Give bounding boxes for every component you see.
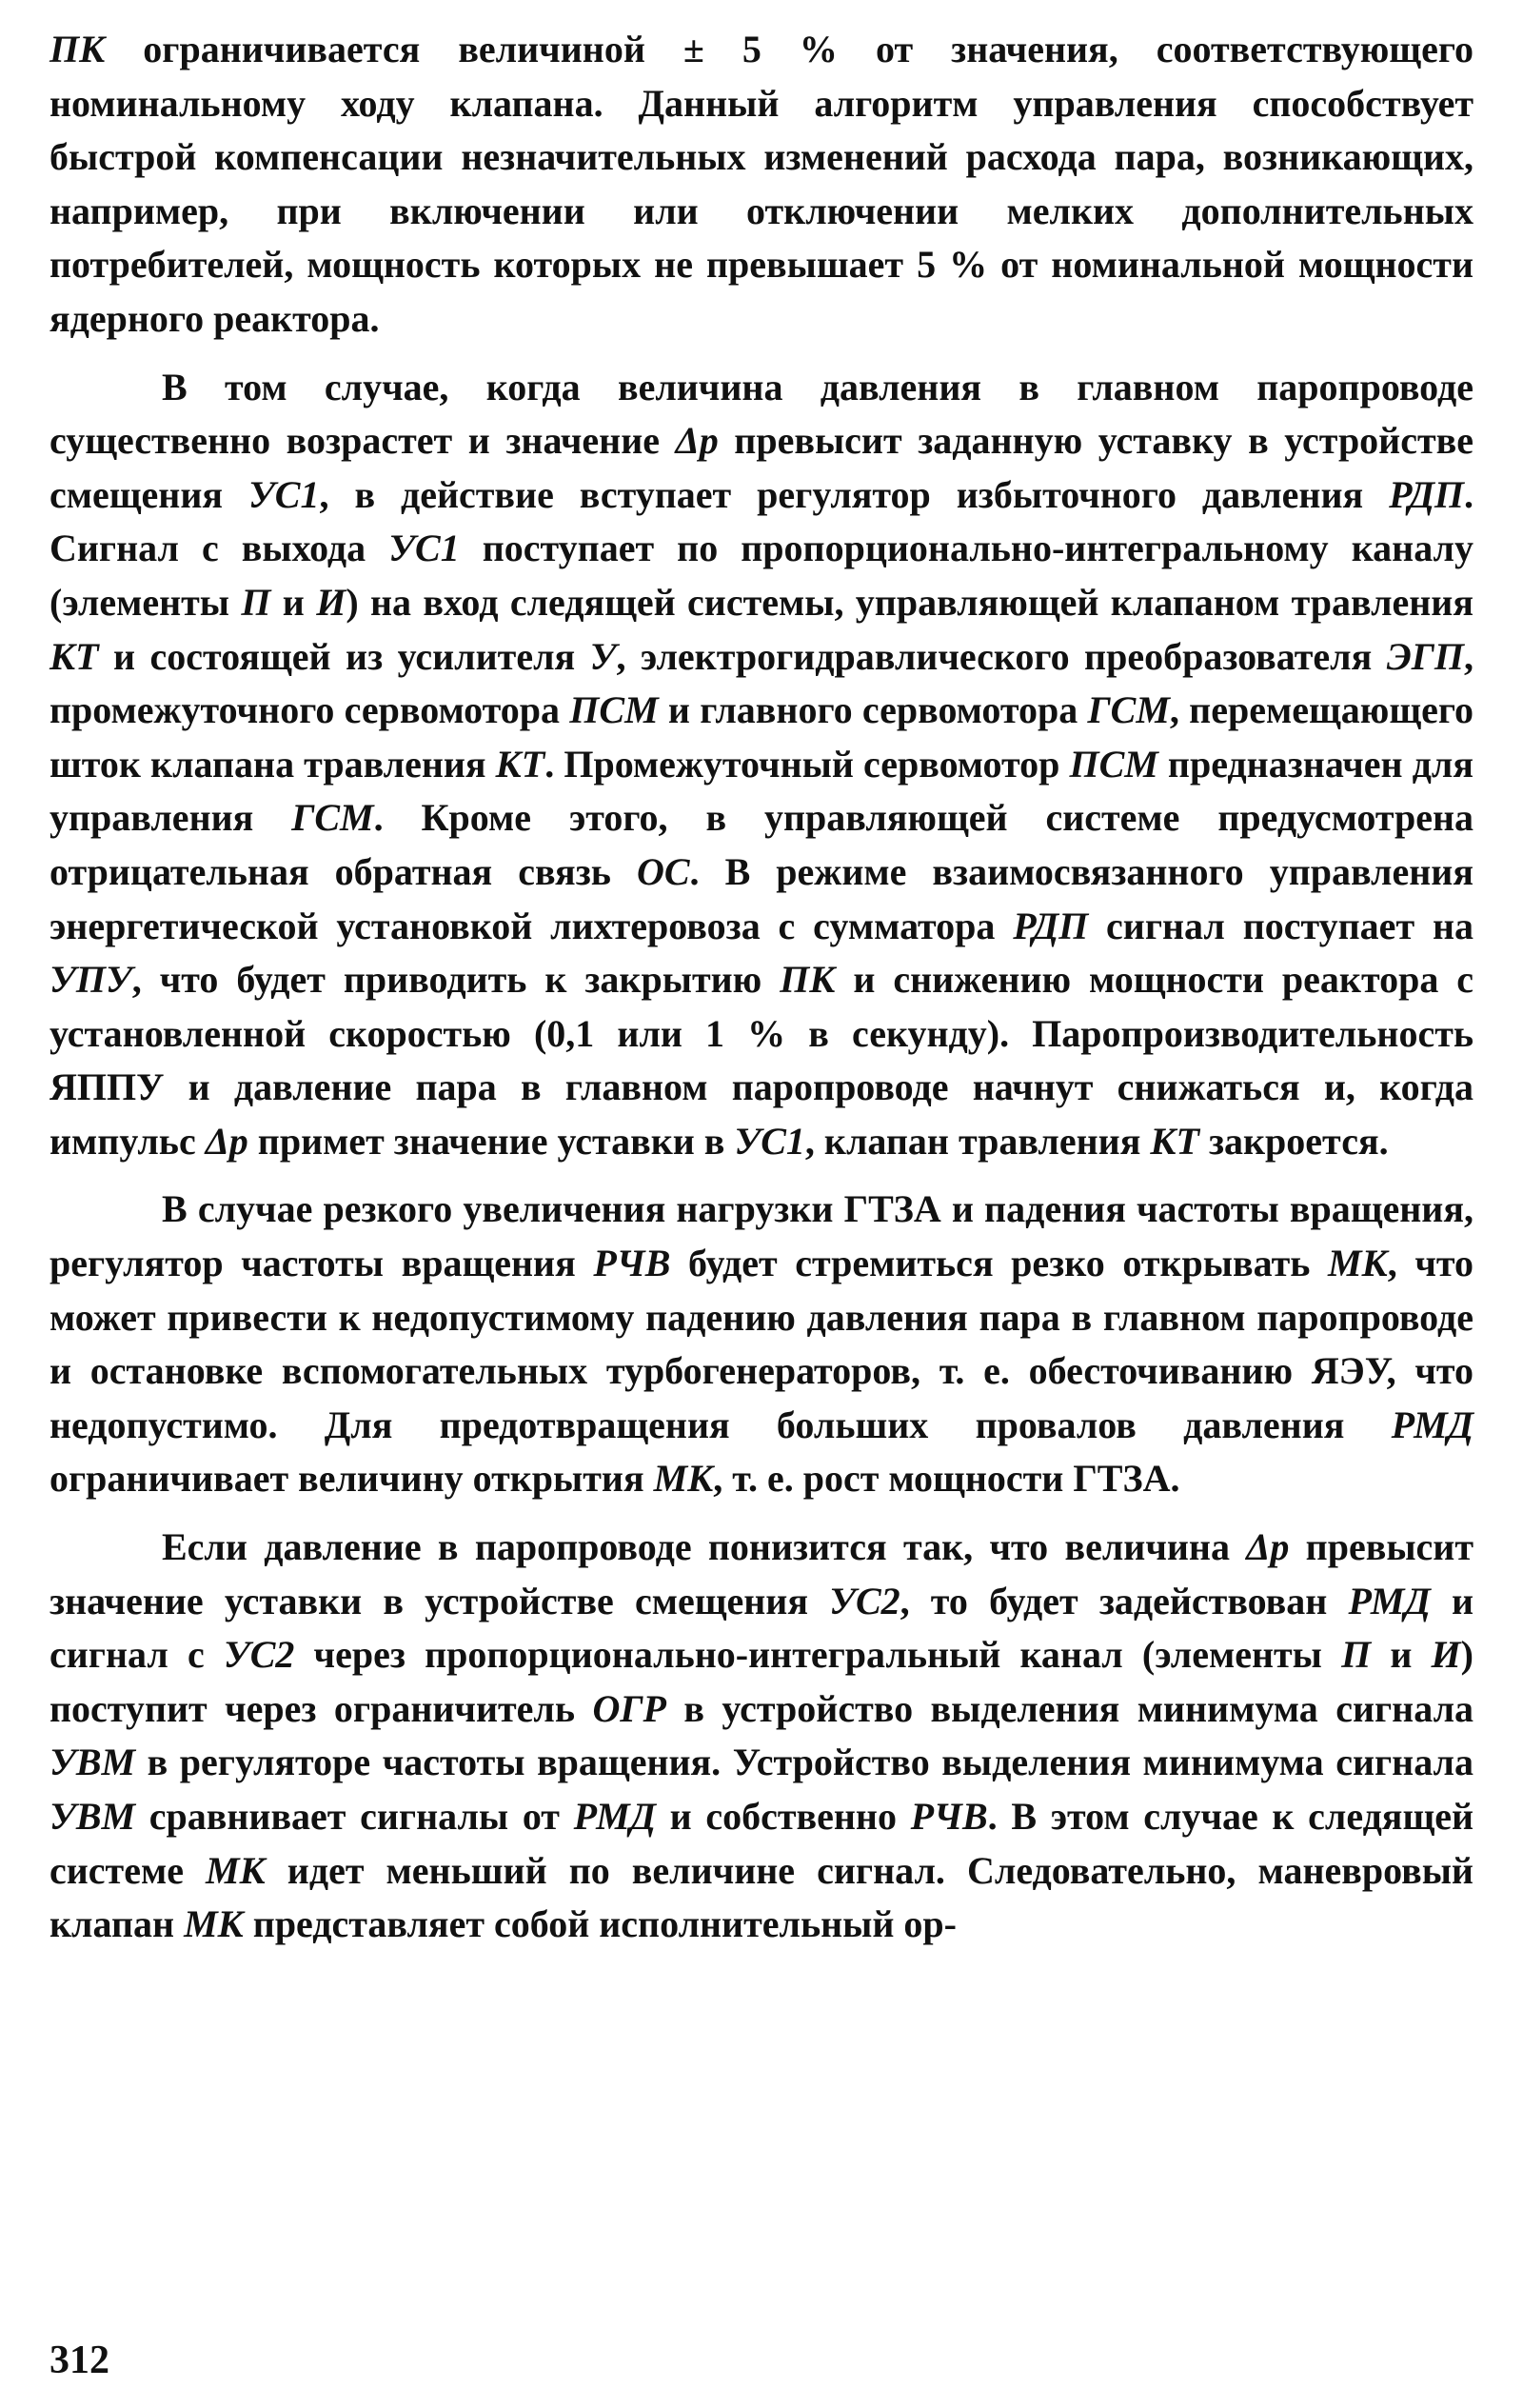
text-run: В том случае, когда величина давления в главном паропроводе существенно возрастет и значение <box>49 365 1474 463</box>
italic-term: МК <box>206 1848 266 1892</box>
italic-term: ОС <box>636 849 690 893</box>
italic-term: У <box>589 634 617 678</box>
text-run: В случае резкого увеличения нагрузки ГТЗА и падения частоты вращения, регулятор частоты вращения <box>49 1187 1474 1285</box>
italic-term: РМД <box>1391 1403 1474 1446</box>
italic-term: УС2 <box>829 1579 900 1622</box>
italic-term: ПСМ <box>569 688 659 732</box>
body-text <box>49 23 1474 1952</box>
text-run: сигнал поступает на <box>1088 904 1474 947</box>
text-run: представляет собой исполнительный ор- <box>243 1902 957 1946</box>
book-page <box>49 23 1474 2384</box>
italic-term: РДП <box>1013 904 1089 947</box>
text-run: ) поступит через ограничитель <box>49 1633 1474 1730</box>
italic-term: ЭГП <box>1386 634 1464 678</box>
text-run: превысит заданную уставку в устройстве смещения <box>49 419 1474 516</box>
italic-term: Δр <box>1246 1525 1290 1569</box>
text-run: , перемещающего шток клапана травления <box>49 688 1474 786</box>
text-run: . Сигнал с выхода <box>49 472 1474 570</box>
text-run: предназначен для управления <box>49 742 1474 840</box>
text-run: сравнивает сигналы от <box>135 1795 574 1838</box>
italic-term: УПУ <box>49 958 132 1002</box>
italic-term: УС1 <box>388 527 460 570</box>
text-run: . Промежуточный сервомотор <box>544 742 1070 786</box>
italic-term: П <box>241 580 271 624</box>
paragraph <box>49 361 1474 1169</box>
italic-term: КТ <box>495 742 545 786</box>
paragraph <box>49 23 1474 347</box>
italic-term: УС2 <box>223 1633 295 1677</box>
italic-term: УС1 <box>247 472 320 516</box>
text-run: , электрогидравлического преобразователя <box>616 634 1387 678</box>
italic-term: Δр <box>205 1119 248 1163</box>
text-run: и <box>270 580 317 624</box>
italic-term: П <box>1341 1633 1372 1677</box>
italic-term: УС1 <box>734 1119 805 1163</box>
text-run: превысит значение уставки в устройстве смещения <box>49 1525 1474 1622</box>
text-run: , промежуточного сервомотора <box>49 634 1474 732</box>
italic-term: УВМ <box>49 1795 136 1838</box>
text-run: . В этом случае к следящей системе <box>49 1795 1474 1892</box>
italic-term: КТ <box>1150 1119 1199 1163</box>
text-run: и собственно <box>655 1795 911 1838</box>
text-run: , т. е. рост мощности ГТЗА. <box>713 1457 1180 1501</box>
text-run: закроется. <box>1198 1119 1389 1163</box>
italic-term: КТ <box>49 634 99 678</box>
text-run: . Кроме этого, в управляющей системе предусмотрена отрицательная обратная связь <box>49 796 1474 893</box>
text-run: будет стремиться резко открывать <box>670 1242 1329 1285</box>
text-run: , что может привести к недопустимому падению давления пара в главном паропроводе и остановке вспомогательных турбогенераторов, т. е. обесточиванию ЯЭУ, что недопустимо. Для предотвращения больших провалов давления <box>49 1242 1474 1446</box>
text-run: примет значение уставки в <box>247 1119 735 1163</box>
text-run: ограничивает величину открытия <box>49 1457 654 1501</box>
text-run: через пропорционально-интегральный канал (элементы <box>294 1633 1342 1677</box>
text-run: ограничивается величиной ± 5 % от значения, соответствующего номинальному ходу клапана. Данный алгоритм управления способствует быстрой компенсации незначительных изменений расхода пара, возникающих, например, при включении или отключении мелких дополнительных потребителей, мощность которых не превышает 5 % от номинальной мощности ядерного реактора. <box>49 28 1474 340</box>
italic-term: ПК <box>780 958 836 1002</box>
italic-term: ПК <box>49 28 106 70</box>
italic-term: И <box>316 580 346 624</box>
italic-term: ГСМ <box>1087 688 1170 732</box>
text-run: и главного сервомотора <box>658 688 1088 732</box>
italic-term: МК <box>184 1902 244 1946</box>
text-run: ) на вход следящей системы, управляющей клапаном травления <box>346 580 1474 624</box>
italic-term: Δр <box>675 419 719 463</box>
italic-term: И <box>1431 1633 1461 1677</box>
italic-term: ОГР <box>592 1686 666 1730</box>
text-run: , в действие вступает регулятор избыточного давления <box>319 472 1390 516</box>
text-run: Если давление в паропроводе понизится так, что величина <box>162 1525 1247 1569</box>
italic-term: МК <box>1328 1242 1388 1285</box>
text-run: в регуляторе частоты вращения. Устройство выделения минимума сигнала <box>135 1741 1474 1784</box>
text-run: поступает по пропорционально-интегральному каналу (элементы <box>49 527 1474 624</box>
text-run: и снижению мощности реактора с установленной скоростью (0,1 или 1 % в секунду). Паропроизводительность ЯППУ и давление пара в главном паропроводе начнут снижаться и, когда импульс <box>49 958 1474 1163</box>
text-run: . В режиме взаимосвязанного управления энергетической установкой лихтеровоза с сумматора <box>49 849 1474 947</box>
text-run: , что будет приводить к закрытию <box>131 958 781 1002</box>
italic-term: РМД <box>573 1795 656 1838</box>
italic-term: РЧВ <box>910 1795 988 1838</box>
text-run: , то будет задействован <box>900 1579 1349 1622</box>
italic-term: УВМ <box>49 1741 136 1784</box>
italic-term: РМД <box>1348 1579 1431 1622</box>
paragraph <box>49 1521 1474 1952</box>
italic-term: ГСМ <box>291 796 374 840</box>
text-run: и сигнал с <box>49 1579 1474 1677</box>
text-run: идет меньший по величине сигнал. Следовательно, маневровый клапан <box>49 1848 1474 1946</box>
page-number: 312 <box>49 2338 109 2382</box>
italic-term: ПСМ <box>1069 742 1158 786</box>
italic-term: РЧВ <box>593 1242 671 1285</box>
text-run: в устройство выделения минимума сигнала <box>665 1686 1474 1730</box>
paragraph <box>49 1183 1474 1506</box>
text-run: и <box>1371 1633 1432 1677</box>
italic-term: МК <box>653 1457 714 1501</box>
text-run: , клапан травления <box>804 1119 1151 1163</box>
text-run: и состоящей из усилителя <box>98 634 590 678</box>
italic-term: РДП <box>1389 472 1464 516</box>
